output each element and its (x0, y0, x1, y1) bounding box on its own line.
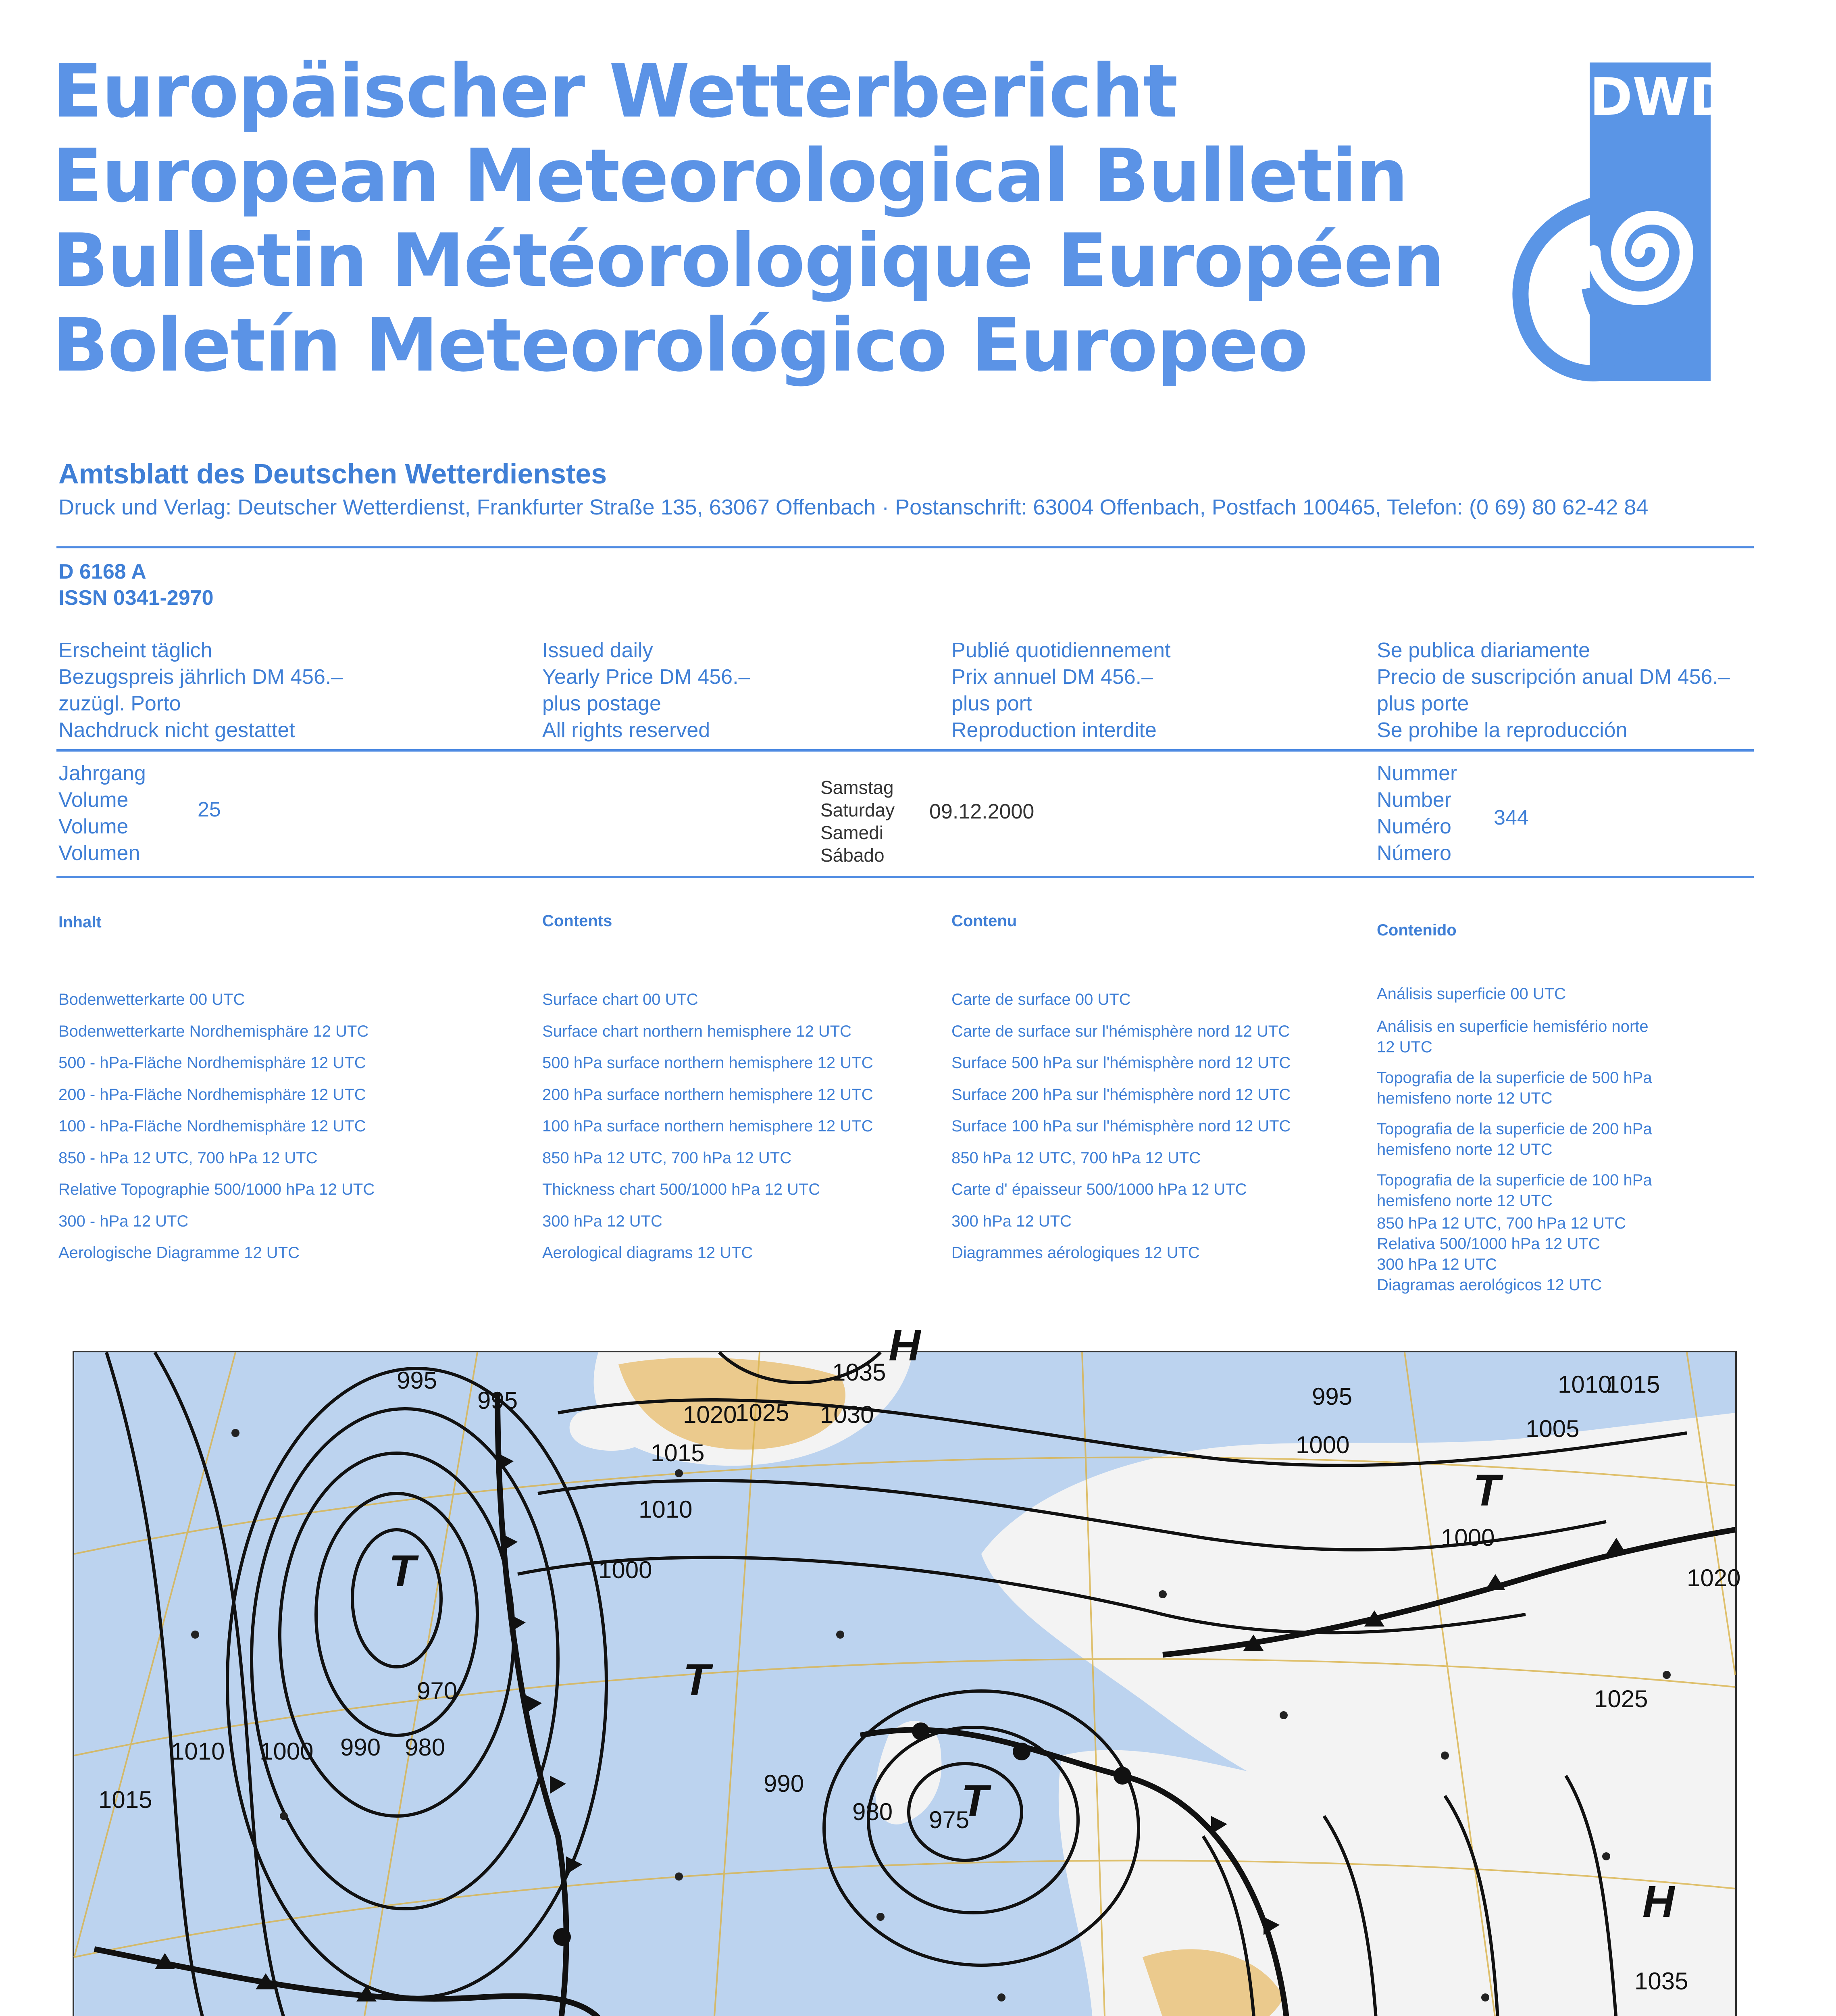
isobar-label: 990 (764, 1770, 804, 1797)
terms-line: Issued daily (542, 639, 653, 662)
isobar-label: 970 (417, 1677, 458, 1704)
contents-item: Diagrammes aérologiques 12 UTC (951, 1244, 1200, 1262)
day-labels (820, 776, 895, 866)
contents-list (1377, 984, 1740, 1295)
divider-terms (56, 749, 1754, 752)
terms-line: Erscheint täglich (58, 639, 212, 662)
contents-item: 300 hPa 12 UTC (1377, 1256, 1497, 1273)
isobar-label: 1000 (260, 1738, 314, 1765)
title-spanish: Boletín Meteorológico Europeo (52, 302, 1307, 388)
contents-list (58, 984, 375, 1269)
contents-heading: Contenido (1377, 921, 1457, 939)
isobar-label: 1015 (98, 1786, 152, 1813)
contents-item: 100 - hPa-Fläche Nordhemisphäre 12 UTC (58, 1117, 366, 1135)
terms-english (542, 637, 750, 744)
isobar-label: 1035 (1634, 1968, 1688, 1995)
contents-item: Topografia de la superficie de 100 hPa hemisfeno norte 12 UTC (1377, 1171, 1652, 1210)
contents-item: 300 - hPa 12 UTC (58, 1212, 189, 1230)
logo-spiral-arm-icon (1492, 202, 1613, 383)
contents-item: Topografia de la superficie de 200 hPa hemisfeno norte 12 UTC (1377, 1120, 1652, 1158)
contents-item: 850 - hPa 12 UTC, 700 hPa 12 UTC (58, 1149, 318, 1167)
terms-line: Nachdruck nicht gestattet (58, 719, 295, 742)
isobar-label: 995 (1312, 1383, 1353, 1410)
contents-item: Topografia de la superficie de 500 hPa hemisfeno norte 12 UTC (1377, 1069, 1652, 1107)
contents-item: 200 - hPa-Fläche Nordhemisphäre 12 UTC (58, 1085, 366, 1104)
low-pressure-center: T (961, 1776, 989, 1826)
contents-item: Surface 100 hPa sur l'hémisphère nord 12 UTC (951, 1117, 1291, 1135)
contents-heading: Inhalt (58, 913, 102, 931)
contents-heading: Contents (542, 912, 612, 930)
volume-value: 25 (198, 798, 221, 821)
isobar-label: 990 (340, 1734, 381, 1761)
contents-item: Carte d' épaisseur 500/1000 hPa 12 UTC (951, 1181, 1247, 1198)
isobar-label: 1025 (1594, 1685, 1648, 1712)
terms-german (58, 637, 343, 744)
terms-line: Yearly Price DM 456.– (542, 665, 750, 689)
contents-spanish (1377, 921, 1740, 1295)
publisher-address: Druck und Verlag: Deutscher Wetterdienst, Frankfurter Straße 135, 63067 Offenbach · Postanschrift: 63004 Offenbach, Postfach 100465, Telefon: (0 69) 80 62-42 84 (58, 495, 1649, 519)
isobar-label: 1035 (832, 1359, 886, 1386)
volume-labels (58, 760, 146, 866)
contents-item: Carte de surface 00 UTC (951, 991, 1131, 1008)
terms-line: Precio de suscripción anual DM 456.– (1377, 665, 1730, 689)
isobar-label: 1025 (735, 1399, 789, 1426)
contents-item: Aerologische Diagramme 12 UTC (58, 1244, 300, 1262)
volume-label: Volumen (58, 841, 140, 865)
number-label: Nummer (1377, 762, 1457, 785)
isobar-label: 1030 (820, 1401, 874, 1428)
contents-list (542, 984, 873, 1269)
isobar-label: 1010 (1558, 1371, 1612, 1398)
isobar-label: 1005 (1526, 1415, 1580, 1442)
contents-list (951, 984, 1291, 1269)
contents-item: Diagramas aerológicos 12 UTC (1377, 1276, 1602, 1294)
contents-item: Bodenwetterkarte Nordhemisphäre 12 UTC (58, 1022, 369, 1040)
terms-line: Reproduction interdite (951, 719, 1157, 742)
number-label: Number (1377, 788, 1451, 812)
low-pressure-center: T (1473, 1466, 1501, 1515)
terms-line: plus postage (542, 692, 661, 715)
contents-item: Surface 500 hPa sur l'hémisphère nord 12 UTC (951, 1054, 1291, 1072)
low-pressure-center: T (683, 1655, 710, 1705)
isobar-label: 980 (405, 1734, 445, 1761)
contents-heading: Contenu (951, 912, 1017, 930)
isobar-label: 995 (397, 1367, 437, 1394)
terms-line: Bezugspreis jährlich DM 456.– (58, 665, 343, 689)
contents-item: Análisis en superficie hemisfério norte 12 UTC (1377, 1018, 1649, 1056)
terms-line: Se prohibe la reproducción (1377, 719, 1628, 742)
isobar-label: 1010 (171, 1738, 225, 1765)
contents-item: Surface chart 00 UTC (542, 991, 698, 1008)
day-label: Samedi (820, 822, 883, 843)
isobar-label: 1000 (1441, 1524, 1495, 1551)
isobar-label: 1015 (651, 1439, 705, 1466)
contents-item: 500 hPa surface northern hemisphere 12 UTC (542, 1054, 873, 1072)
volume-label: Volume (58, 788, 129, 812)
publication-code: D 6168 A (58, 560, 146, 583)
contents-item: Bodenwetterkarte 00 UTC (58, 991, 245, 1008)
divider-top (56, 546, 1754, 548)
contents-item: 300 hPa 12 UTC (542, 1212, 662, 1230)
contents-item: 200 hPa surface northern hemisphere 12 UTC (542, 1085, 873, 1104)
surface-chart-map (73, 1320, 1741, 2016)
high-pressure-center: H (889, 1320, 921, 1370)
contents-item: Aerological diagrams 12 UTC (542, 1244, 753, 1262)
contents-french (951, 912, 1291, 1269)
terms-french (951, 637, 1171, 744)
contents-item: 100 hPa surface northern hemisphere 12 UTC (542, 1117, 873, 1135)
terms-line: zuzügl. Porto (58, 692, 181, 715)
title-german: Europäischer Wetterbericht (52, 48, 1177, 134)
isobar-label: 1000 (598, 1556, 652, 1583)
dwd-logo-text: DWD (1590, 67, 1732, 127)
contents-item: Thickness chart 500/1000 hPa 12 UTC (542, 1181, 820, 1198)
title-english: European Meteorological Bulletin (52, 133, 1407, 219)
map-drawing (74, 1320, 1741, 2016)
paper-note (18, 1764, 38, 2016)
contents-item: 300 hPa 12 UTC (951, 1212, 1072, 1230)
isobar-label: 980 (852, 1798, 893, 1825)
isobar-label: 995 (477, 1387, 518, 1414)
contents-item: Relativa 500/1000 hPa 12 UTC (1377, 1235, 1600, 1253)
volume-label: Jahrgang (58, 762, 146, 785)
terms-spanish (1377, 637, 1730, 744)
issn: ISSN 0341-2970 (58, 586, 214, 610)
contents-item: Relative Topographie 500/1000 hPa 12 UTC (58, 1181, 375, 1198)
terms-line: Prix annuel DM 456.– (951, 665, 1153, 689)
terms-line: All rights reserved (542, 719, 710, 742)
volume-label: Volume (58, 815, 129, 838)
isobar-label: 1015 (1606, 1371, 1660, 1398)
terms-line: plus port (951, 692, 1032, 715)
isobar-label: 1020 (683, 1401, 737, 1428)
number-label: Numéro (1377, 815, 1451, 838)
contents-item: Análisis superficie 00 UTC (1377, 985, 1566, 1003)
issue-date: 09.12.2000 (929, 800, 1035, 823)
isobar-label: 1000 (1296, 1431, 1350, 1458)
divider-issue (56, 876, 1754, 878)
contents-english (542, 912, 873, 1269)
day-label: Samstag (820, 777, 894, 798)
contents-item: 850 hPa 12 UTC, 700 hPa 12 UTC (951, 1149, 1201, 1167)
issue-number: 344 (1494, 806, 1529, 829)
title-french: Bulletin Météorologique Européen (52, 218, 1444, 303)
publisher-name: Amtsblatt des Deutschen Wetterdienstes (58, 458, 607, 489)
contents-item: Surface 200 hPa sur l'hémisphère nord 12 UTC (951, 1085, 1291, 1104)
number-labels (1377, 760, 1457, 866)
contents-item: 850 hPa 12 UTC, 700 hPa 12 UTC (1377, 1214, 1626, 1232)
isobar-label: 975 (929, 1806, 970, 1833)
contents-german (58, 913, 375, 1269)
contents-item: Surface chart northern hemisphere 12 UTC (542, 1022, 852, 1040)
terms-line: Publié quotidiennement (951, 639, 1171, 662)
terms-line: plus porte (1377, 692, 1469, 715)
day-label: Sábado (820, 845, 885, 866)
isobar-label: 1010 (639, 1496, 693, 1523)
high-pressure-center: H (1642, 1877, 1675, 1926)
terms-line: Se publica diariamente (1377, 639, 1590, 662)
contents-item: Carte de surface sur l'hémisphère nord 12 UTC (951, 1022, 1290, 1040)
day-label: Saturday (820, 800, 895, 821)
contents-item: 500 - hPa-Fläche Nordhemisphäre 12 UTC (58, 1054, 366, 1072)
contents-item: 850 hPa 12 UTC, 700 hPa 12 UTC (542, 1149, 792, 1167)
low-pressure-center: T (389, 1546, 416, 1596)
number-label: Número (1377, 841, 1451, 865)
isobar-label: 1020 (1687, 1564, 1741, 1591)
